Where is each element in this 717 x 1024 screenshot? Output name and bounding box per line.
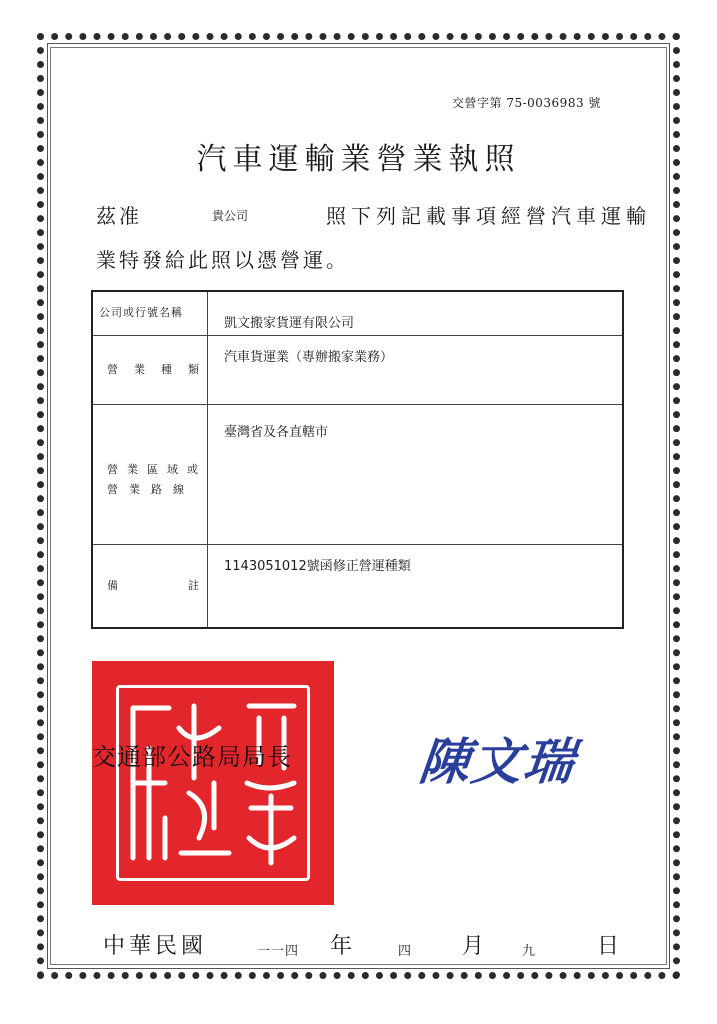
date-month-unit: 月 bbox=[462, 934, 485, 959]
preamble-middle: 照下列記載事項經營汽車運輸 bbox=[326, 204, 651, 228]
preamble-end: 業特發給此照以憑營運。 bbox=[96, 248, 349, 272]
remarks-value: 1143051012號函修正營運種類 bbox=[224, 559, 411, 574]
row-label: 公司或行號名稱 bbox=[93, 292, 208, 335]
signature: 陳文瑞 bbox=[416, 732, 579, 791]
company-name-value: 凱文搬家貨運有限公司 bbox=[224, 316, 355, 331]
table-row bbox=[93, 292, 622, 336]
row-label: 營 業 種 類 bbox=[93, 336, 208, 404]
table-row bbox=[93, 336, 622, 405]
preamble-start: 茲准 bbox=[96, 204, 142, 228]
date-year: 一一四 bbox=[257, 944, 300, 959]
company-word: 貴公司 bbox=[212, 209, 249, 223]
service-area-value: 臺灣省及各直轄市 bbox=[224, 425, 329, 440]
table-row bbox=[93, 545, 622, 627]
row-label: 備 註 bbox=[93, 545, 208, 627]
business-type-value: 汽車貨運業（專辦搬家業務） bbox=[224, 350, 394, 365]
document-title: 汽車運輸業營業執照 bbox=[196, 142, 521, 177]
row-label: 營業區域或 營 業 路 線 bbox=[93, 405, 208, 544]
date-era: 中華民國 bbox=[103, 934, 208, 959]
date-day-unit: 日 bbox=[597, 934, 620, 959]
seal-glyphs bbox=[119, 688, 307, 878]
serial-number: 交營字第 75-0036983 號 bbox=[452, 96, 601, 110]
issuing-official-title: 交通部公路局局長 bbox=[92, 743, 292, 771]
date-day: 九 bbox=[522, 944, 536, 959]
date-month: 四 bbox=[398, 944, 412, 959]
license-details-table bbox=[91, 290, 624, 629]
date-year-unit: 年 bbox=[330, 934, 353, 959]
official-red-seal bbox=[92, 661, 334, 905]
table-row bbox=[93, 405, 622, 545]
